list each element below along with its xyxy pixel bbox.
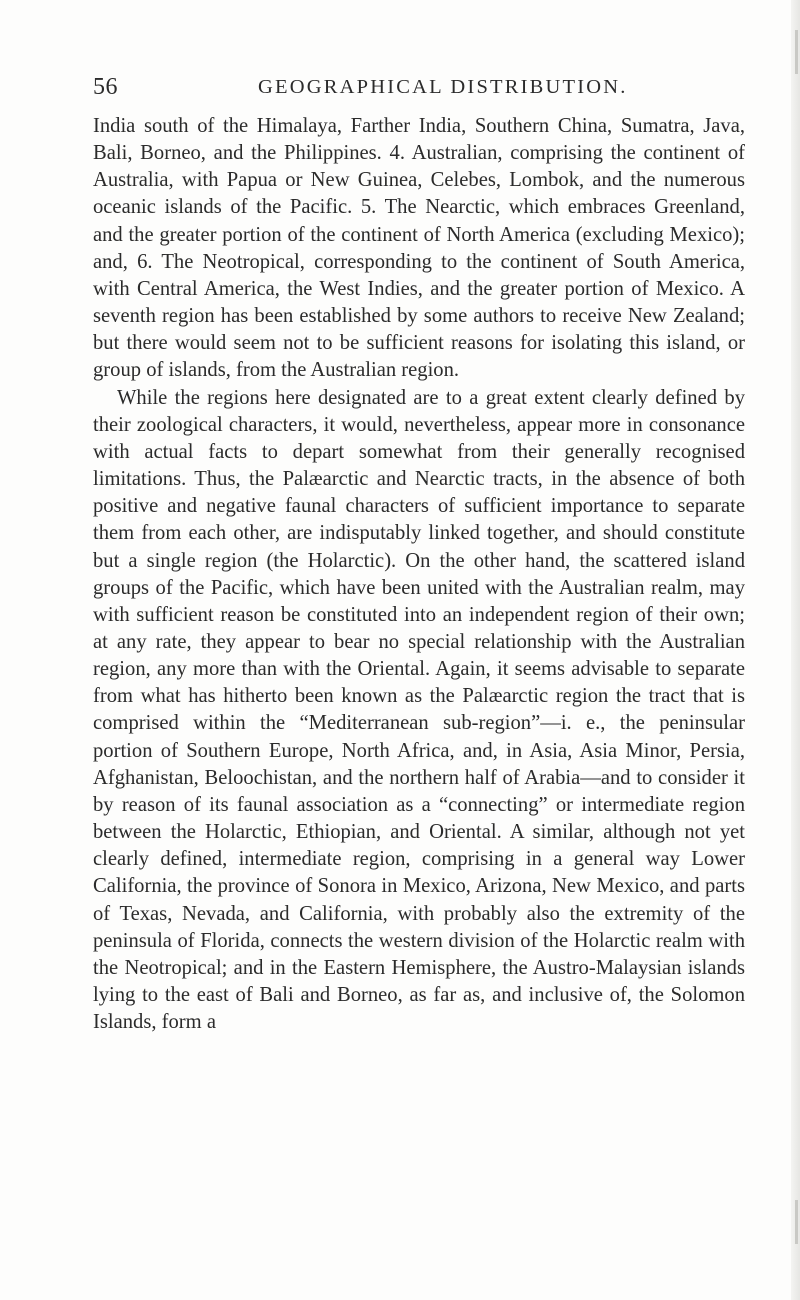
running-head: GEOGRAPHICAL DISTRIBUTION.: [258, 76, 628, 98]
page-edge-shadow: [791, 0, 800, 1300]
paragraph-1: India south of the Himalaya, Farther India, Southern China, Sumatra, Java, Bali, Borneo, and the Philippines. 4. Australian, comprising the continent of Australia, with Papua or New Guinea, Celebes, Lombok, and the numerous oceanic islands of the Pacific. 5. The Nearctic, which embraces Greenland, and the greater portion of the continent of North America (excluding Mexico); and, 6. The Neotropical, corresponding to the continent of South America, with Central America, the West Indies, and the greater portion of Mexico. A seventh region has been established by some authors to receive New Zealand; but there would seem not to be sufficient reasons for isolating this island, or group of islands, from the Australian region.: [93, 115, 745, 382]
page-edge-tick: [795, 1200, 798, 1244]
page-number: 56: [93, 74, 118, 100]
page-header: [93, 74, 743, 104]
paragraph-2: While the regions here designated are to a great extent clearly defined by their zoological characters, it would, nevertheless, appear more in consonance with actual facts to depart somewhat from their generally recognised limitations. Thus, the Palæarctic and Nearctic tracts, in the absence of both positive and negative faunal characters of sufficient importance to separate them from each other, are indisputably linked together, and should constitute but a single region (the Holarctic). On the other hand, the scattered island groups of the Pacific, which have been united with the Australian realm, may with sufficient reason be constituted into an independent region of their own; at any rate, they appear to bear no special relationship with the Australian region, any more than with the Oriental. Again, it seems advisable to separate from what has hitherto been known as the Palæarctic region the tract that is comprised within the “Mediterranean sub-region”—i. e., the peninsular portion of Southern Europe, North Africa, and, in Asia, Asia Minor, Persia, Afghanistan, Beloochistan, and the northern half of Arabia—and to consider it by reason of its faunal association as a “connecting” or intermediate region between the Holarctic, Ethiopian, and Oriental. A similar, although not yet clearly defined, intermediate region, comprising in a general way Lower California, the province of Sonora in Mexico, Arizona, New Mexico, and parts of Texas, Nevada, and California, with probably also the extremity of the peninsula of Florida, connects the western division of the Holarctic realm with the Neotropical; and in the Eastern Hemisphere, the Austro-Malaysian islands lying to the east of Bali and Borneo, as far as, and inclusive of, the Solomon Islands, form a: [93, 386, 745, 1034]
body-text: [93, 113, 745, 1036]
page-edge-tick: [795, 30, 798, 74]
